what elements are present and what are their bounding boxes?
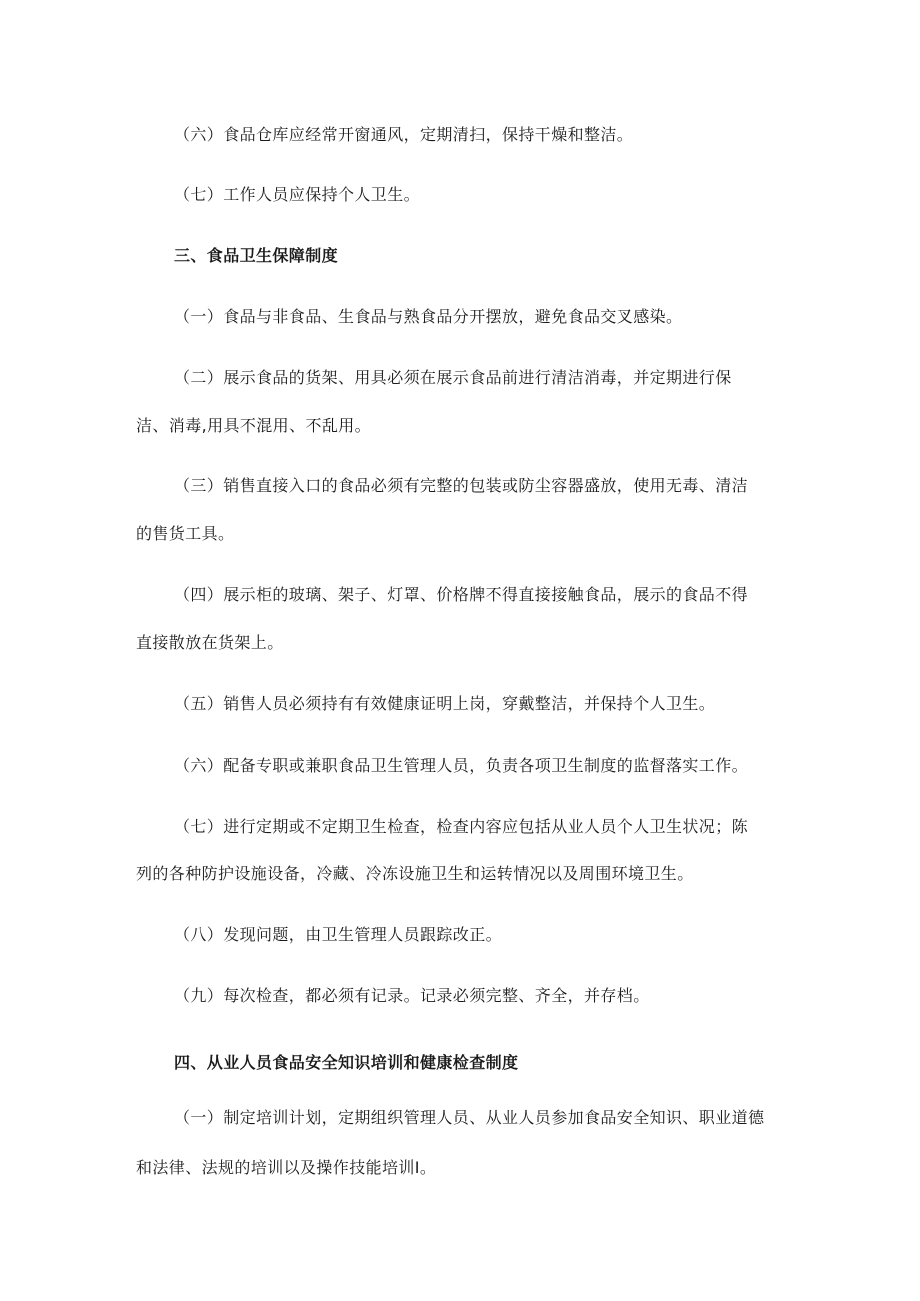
paragraph-training-item-1-line-1: （一）制定培训计划，定期组织管理人员、从业人员参加食品安全知识、职业道德 bbox=[174, 1108, 765, 1127]
paragraph-item-7-line-2: 列的各种防护设施设备，冷藏、冷冻设施卫生和运转情况以及周围环境卫生。 bbox=[136, 864, 694, 883]
section-heading-food-hygiene: 三、食品卫生保障制度 bbox=[174, 246, 339, 265]
paragraph-item-8: （八）发现问题，由卫生管理人员跟踪改正。 bbox=[174, 925, 503, 944]
paragraph-training-item-1-line-2: 和法律、法规的培训以及操作技能培训Ⅰ。 bbox=[136, 1158, 437, 1177]
paragraph-item-3-line-2: 的售货工具。 bbox=[136, 524, 235, 543]
paragraph-item-4-line-2: 直接散放在货架上。 bbox=[136, 633, 284, 652]
paragraph-item-7-line-1: （七）进行定期或不定期卫生检查，检查内容应包括从业人员个人卫生状况；陈 bbox=[174, 817, 749, 836]
paragraph-item-5: （五）销售人员必须持有有效健康证明上岗，穿戴整洁，并保持个人卫生。 bbox=[174, 694, 716, 713]
paragraph-staff-hygiene: （七）工作人员应保持个人卫生。 bbox=[174, 185, 421, 204]
paragraph-item-4-line-1: （四）展示柜的玻璃、架子、灯罩、价格牌不得直接接触食品，展示的食品不得 bbox=[174, 585, 749, 604]
paragraph-item-2-line-2: 洁、消毒,用具不混用、不乱用。 bbox=[136, 416, 372, 435]
paragraph-item-3-line-1: （三）销售直接入口的食品必须有完整的包装或防尘容器盛放，使用无毒、清洁 bbox=[174, 476, 749, 495]
paragraph-item-9: （九）每次检查，都必须有记录。记录必须完整、齐全，并存档。 bbox=[174, 986, 650, 1005]
section-heading-training: 四、从业人员食品安全知识培训和健康检查制度 bbox=[174, 1053, 519, 1072]
paragraph-warehouse-ventilation: （六）食品仓库应经常开窗通风，定期清扫，保持干燥和整洁。 bbox=[174, 125, 634, 144]
paragraph-item-1: （一）食品与非食品、生食品与熟食品分开摆放，避免食品交叉感染。 bbox=[174, 307, 683, 326]
paragraph-item-6: （六）配备专职或兼职食品卫生管理人员，负责各项卫生制度的监督落实工作。 bbox=[174, 756, 749, 775]
paragraph-item-2-line-1: （二）展示食品的货架、用具必须在展示食品前进行清洁消毒，并定期进行保 bbox=[174, 368, 732, 387]
